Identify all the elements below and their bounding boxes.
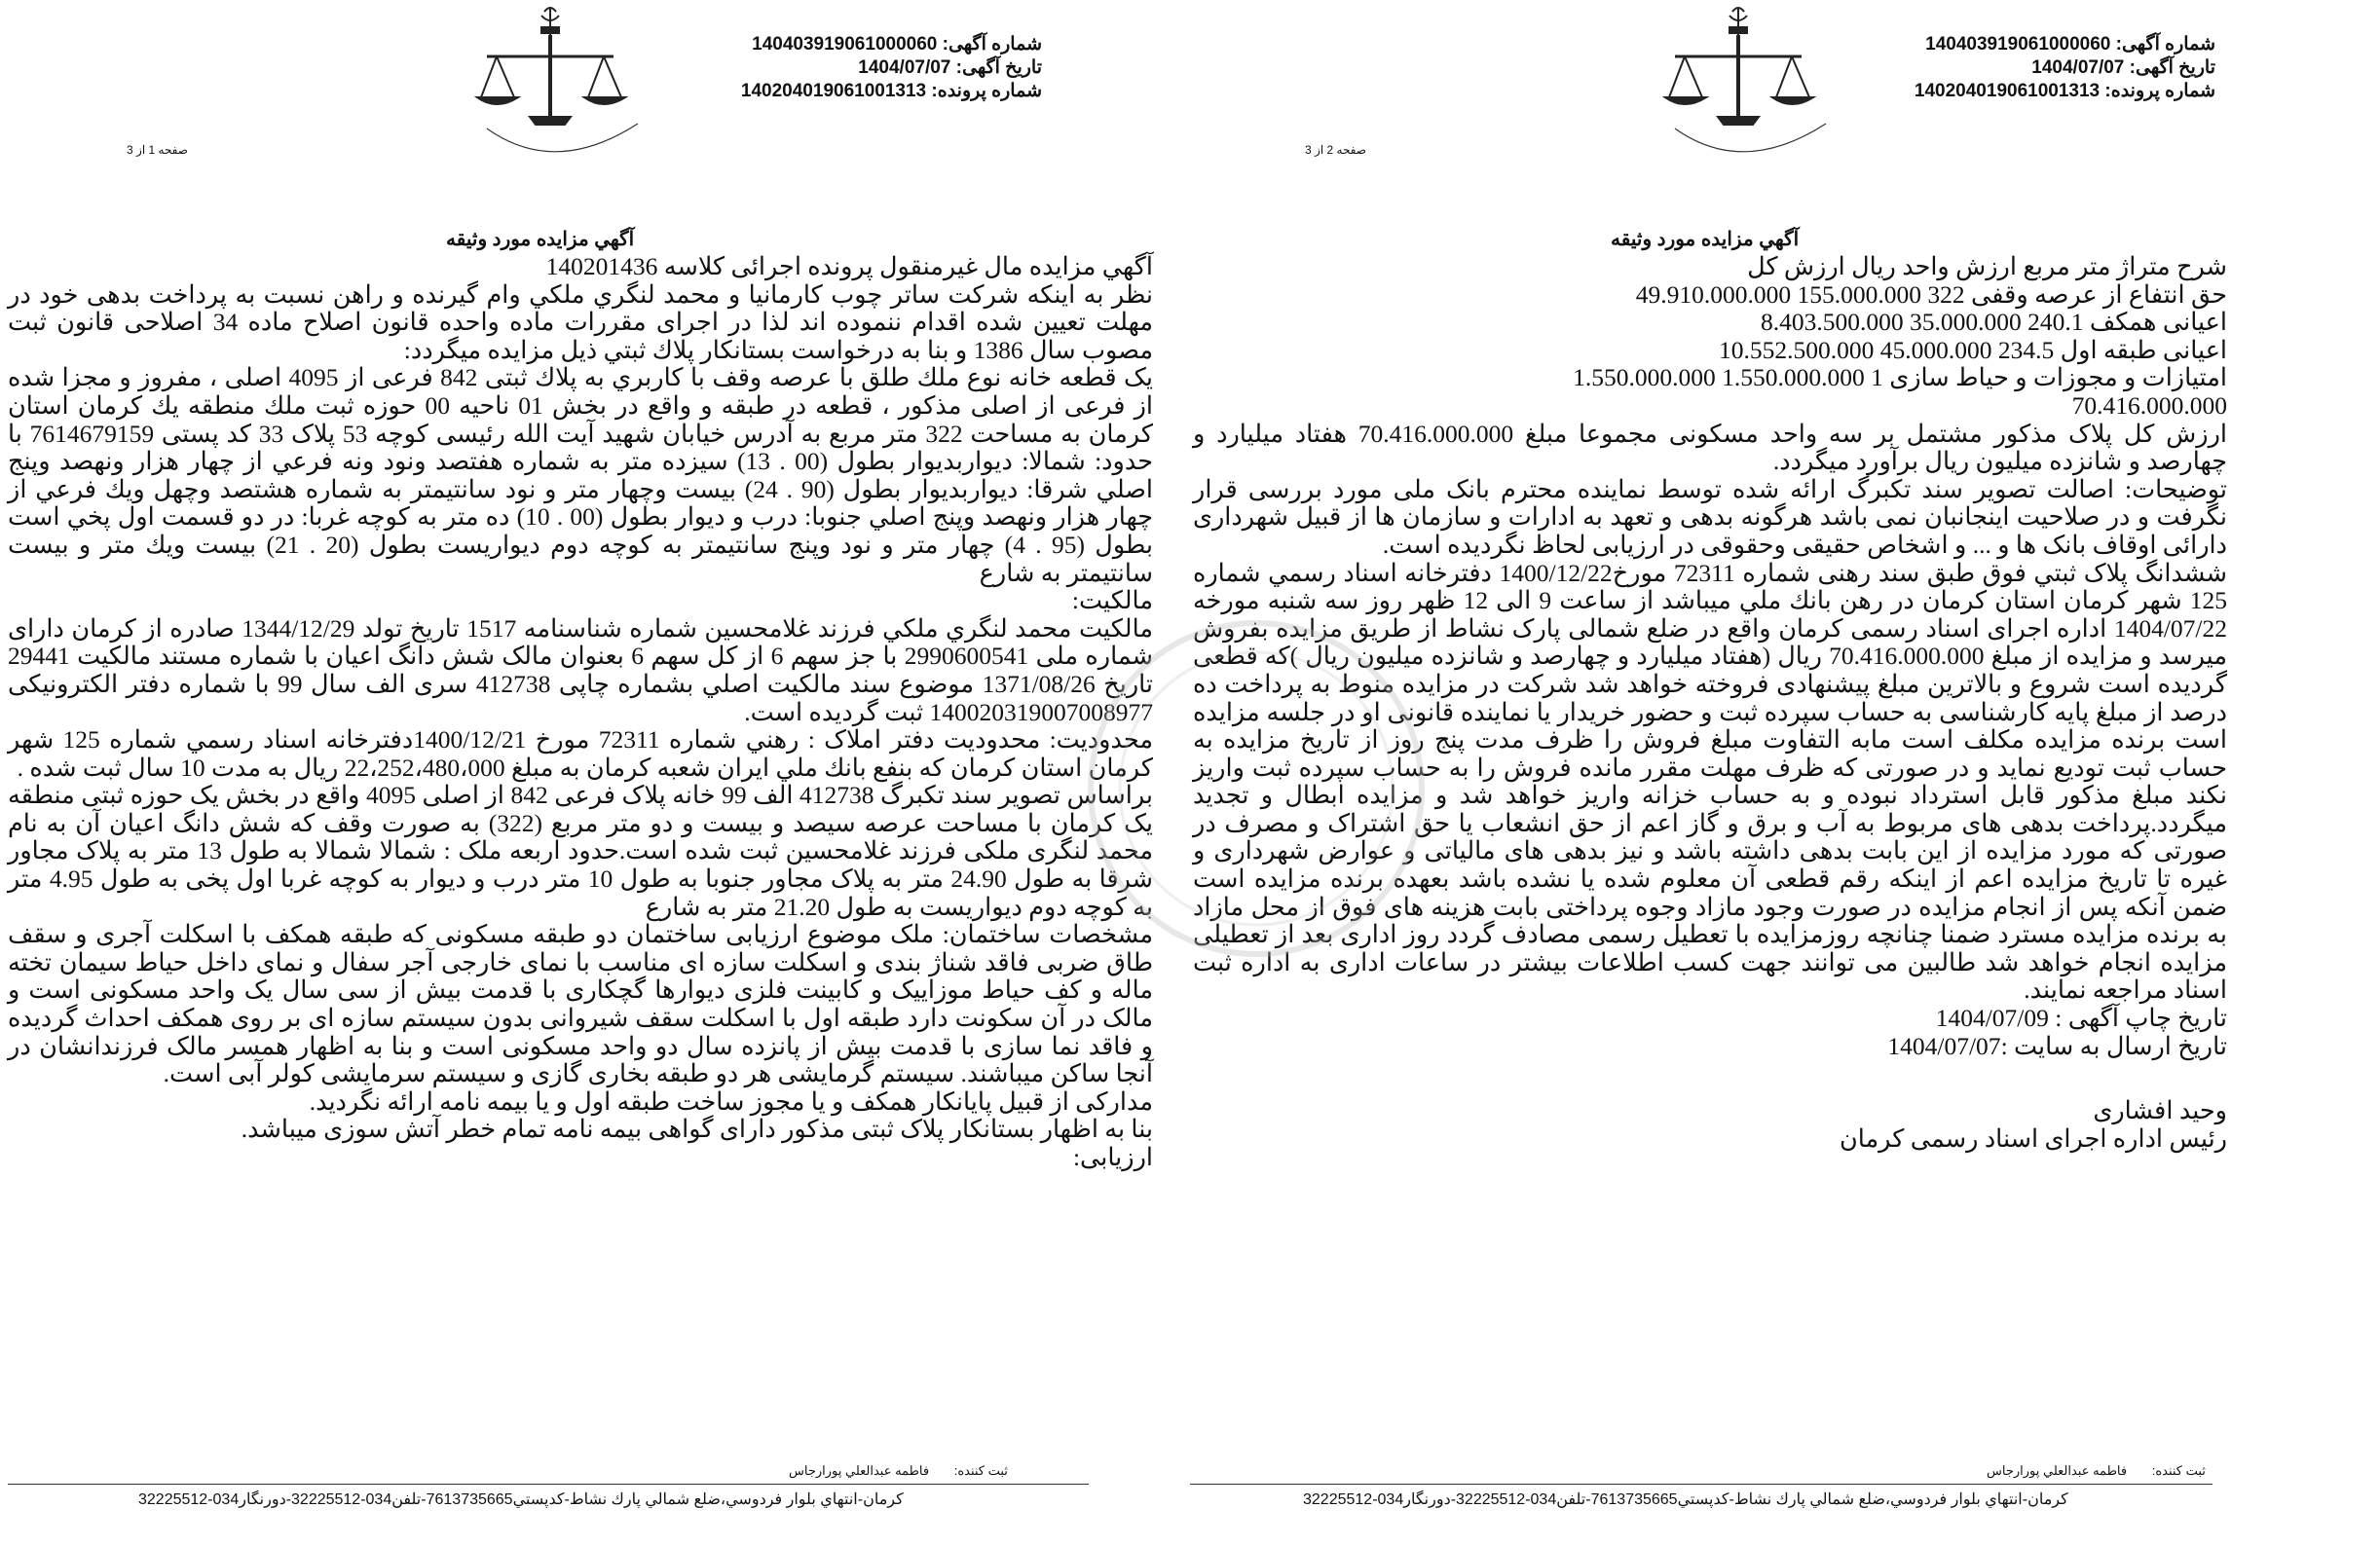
page-title: آگهي مزايده مورد وثيقه — [446, 229, 635, 250]
print-date-label: تاريخ چاپ آگهی : — [2055, 1004, 2227, 1033]
valuation-row: حق انتفاع از عرصه وقفی 322 155.000.000 49.910.000.000 — [1635, 279, 2227, 309]
paragraph: مشخصات ساختمان: ملک موضوع ارزیابی ساختمان دو طبقه مسکونی که طبقه همکف با اسکلت آجری و سقف طاق ضربی فاقد شناژ بندی و اسکلت سازه ای مناسب با نمای خارجی آجر سفال و نمای داخل حیاط سیمان تخته ماله و کف حیاط موزاییک و کابینت فلزی دیوارها گچکاری با قدمت بیش از سی سال یک واحد مسکونی است و مالک در آن سکونت دارد طبقه اول با اسکلت سقف شیروانی بدون سیستم سازه ای بر روی همکف احداث گردیده و فاقد نما سازی با قدمت بیش از پانزده سال دو واحد مسکونی است و بنا به اظهار همسر مالک فرزندانشان در آنجا ساکن میباشند. سیستم گرمایشی هر دو طبقه بخاری گازی و سیستم سرمایشی کولر آبی است. — [8, 920, 1153, 1088]
registrar — [1987, 1463, 2206, 1479]
paragraph: نظر به اينكه شركت ساتر چوب كارمانيا و محمد لنگري ملكي وام گيرنده و راهن نسبت به پرداخت بدهی خود در مهلت تعيين شده اقدام ننموده اند لذا در اجرای مقررات ماده واحده قانون اصلاح ماده 34 اصلاحی قانون ثبت مصوب سال 1386 و بنا به درخواست بستانكار پلاك ثبتي ذيل مزايده ميگردد: — [8, 279, 1153, 364]
paragraph: مالكيت محمد لنگري ملكي فرزند غلامحسين شماره شناسنامه 1517 تاريخ تولد 1344/12/29 صادره از كرمان دارای شماره ملی 2990600541 با جز سهم 6 از كل سهم 6 بعنوان مالک شش دانگ اعيان با شماره مستند مالكيت 29441 تاريخ 1371/08/26 موضوع سند مالكيت اصلي بشماره چاپی 412738 سری الف سال 99 با شماره دفتر الكترونيكی 140020319007008977 ثبت گرديده است. — [8, 613, 1154, 726]
notice-number: 140403919061000060 — [1925, 34, 2111, 55]
file-number-label: شماره پرونده: — [2104, 81, 2215, 101]
send-date-label: تاريخ ارسال به سايت : — [2000, 1031, 2227, 1060]
paragraph: ارزیابی: — [1072, 1143, 1153, 1171]
paragraph: ششدانگ پلاک ثبتي فوق طبق سند رهنی شماره 72311 مورخ1400/12/22 دفترخانه اسناد رسمي شماره 125 شهر كرمان استان كرمان در رهن بانك ملي ميباشد از ساعت 9 الی 12 ظهر روز سه شنبه مورخه 1404/07/22 اداره اجرای اسناد رسمی كرمان واقع در ضلع شمالی پارک نشاط از طريق مزايده بفروش ميرسد و مزايده از مبلغ 70.416.000.000 ريال (هفتاد ميليارد و چهارصد و شانزده ميليون ريال )که قطعی گرديده است شروع و بالاترين مبلغ پيشنهادی فروخته خواهد شد شرکت در مزايده منوط به پرداخت ده درصد از مبلغ پايه کارشناسی به حساب سپرده ثبت و حضور خريدار يا نماينده قانونی او در جلسه مزايده است برنده مزايده مکلف است مابه التفاوت مبلغ فروش را ظرف مدت پنج روز از تاريخ مزايده به حساب ثبت توديع نمايد و در صورتی كه ظرف مهلت مقرر مانده فروش را به حساب سپرده ثبت واريز نکند مبلغ مذكور قابل استرداد نبوده و به حساب خزانه واريز خواهد شد و مزايده ابطال و تجديد ميگردد.پرداخت بدهی های مربوط به آب و برق و گاز اعم از حق انشعاب يا حق اشتراک و مصرف در صورتی که مورد مزايده از اين بابت بدهی داشته باشد و نيز بدهی های مالياتی و عوارض شهرداری و غيره تا تاريخ مزايده اعم از اينکه رقم قطعی آن معلوم شده يا نشده باشد بعهده برنده مزايده است ضمن آنکه پس از انجام مزايده در صورت وجود مازاد وجوه پرداختی بابت هزينه های فوق از محل مازاد به برنده مزايده مسترد ضمنا چنانچه روزمزايده با تعطيل رسمی مصادف گردد روز اداری بعد از تعطيلی مزايده انجام خواهد شد طالبين می توانند جهت كسب اطلاعات بيشتر در ساعات اداری به اداره ثبت اسناد مراجعه نمايند. — [1193, 558, 2228, 1005]
paragraph: آگهي مزايده مال غيرمنقول پرونده اجرائی كلاسه 140201436 — [545, 252, 1153, 280]
signer-name: وحيد افشاری — [2093, 1096, 2227, 1125]
registrar-name: فاطمه عبدالعلي پورارجاس — [789, 1463, 930, 1478]
paragraph: ارزش كل پلاک مذكور مشتمل بر سه واحد مسكونی مجموعا مبلغ 70.416.000.000 هفتاد ميليارد و چهارصد و شانزده ميليون ريال برآورد ميگردد. — [1193, 419, 2227, 476]
notice-number: 140403919061000060 — [752, 34, 938, 55]
notice-date-label: تاریخ آگهی: — [955, 57, 1042, 78]
page-number: صفحه 1 از 3 — [127, 143, 188, 157]
registrar-label: ثبت كننده: — [2151, 1463, 2206, 1478]
notice-meta — [1865, 33, 2215, 103]
paragraph: توضیحات: اصالت تصویر سند تکبرگ ارائه شده توسط نماینده محترم بانک ملی مورد بررسی قرار نگرفت و در صلاحیت اینجانبان نمی باشد هرگونه بدهی و تعهد به ادارات و سازمان ها از قبیل شهرداری دارائی اوقاف بانک ها و ... و اشخاص حقیقی وحقوقی در ارزیابی لحاظ نگردیده است. — [1193, 474, 2227, 559]
page-number: صفحه 2 از 3 — [1305, 143, 1366, 157]
print-date-line — [1193, 1005, 2227, 1033]
notice-date: 1404/07/07 — [2031, 57, 2125, 78]
footer-address: كرمان-انتهاي بلوار فردوسي،ضلع شمالي پارك نشاط-كدپستي7613735665-تلفن034-32225512-دورنگار034-32225512 — [1303, 1491, 2068, 1508]
notice-date: 1404/07/07 — [858, 57, 951, 78]
send-date-line — [1193, 1033, 2227, 1061]
paragraph: براساس تصویر سند تکبرگ 412738 الف 99 خانه پلاک فرعی 842 از اصلی 4095 واقع در بخش یک حوزه ثبتی منطقه یک کرمان با مساحت عرصه سیصد و بیست و دو متر مربع (322) به صورت وقف که شش دانگ اعیان آن به نام محمد لنگری ملکی فرزند غلامحسین ثبت شده است.حدود اربعه ملک : شمالا شمالا به طول 13 متر به پلاک مجاور شرقا به طول 24.90 متر به پلاک مجاور جنوبا به طول 10 متر درب و دیوار به کوچه غربا اول پخی به طول 4.95 متر به کوچه دوم دیواریست به طول 21.20 متر به شارع — [8, 781, 1153, 921]
file-number: 140204019061001313 — [1914, 81, 2101, 101]
file-number-label: شماره پرونده: — [931, 81, 1042, 101]
page-title: آگهي مزايده مورد وثيقه — [1611, 229, 1800, 250]
notice-number-label: شماره آگهی: — [2115, 34, 2215, 55]
notice-body — [1193, 253, 2227, 1153]
footer-divider — [1190, 1484, 2213, 1485]
print-date: 1404/07/09 — [1935, 1004, 2049, 1033]
judiciary-emblem — [1646, 2, 1850, 177]
valuation-total: 70.416.000.000 — [2071, 390, 2227, 420]
registrar-label: ثبت كننده: — [953, 1463, 1008, 1478]
valuation-row: اعيانی همكف 240.1 35.000.000 8.403.500.000 — [1760, 308, 2227, 337]
signature-block — [1193, 1097, 2227, 1153]
notice-number-label: شماره آگهی: — [942, 34, 1042, 55]
valuation-row: امتيازات و مجوزات و حياط سازی 1 1.550.000.000 1.550.000.000 — [1573, 363, 2227, 392]
send-date: 1404/07/07 — [1887, 1031, 2001, 1060]
valuation-table-header: شرح متراژ متر مربع ارزش واحد ريال ارزش كل — [1747, 252, 2227, 280]
paragraph: محدوديت: محدوديت دفتر املاک : رهني شماره 72311 مورخ 1400/12/21دفترخانه اسناد رسمي شماره 125 شهر كرمان استان كرمان كه بنفع بانك ملي ايران شعبه كرمان به مبلغ 22،252،480،000 ريال به مدت 10 سال ثبت شده . — [8, 725, 1153, 782]
notice-date-label: تاریخ آگهی: — [2129, 57, 2215, 78]
registrar-name: فاطمه عبدالعلي پورارجاس — [1987, 1463, 2128, 1478]
paragraph: يک قطعه خانه نوع ملك طلق با عرصه وقف با كاربري به پلاك ثبتی 842 فرعی از 4095 اصلی ، مفروز و مجزا شده از فرعی از اصلی مذكور ، قطعه در طبقه و واقع در بخش 01 ناحيه 00 حوزه ثبت ملك منطقه يك كرمان استان كرمان به مساحت 322 متر مربع به آدرس خیابان شهيد آيت الله رئيسی کوچه 53 پلاک 33 كد پستی 7614679159 با حدود: شمالا: ديواربديوار بطول (00 . 13) سيزده متر به شماره هفتصد ونود ونه فرعي از چهار هزار ونهصد وپنج اصلي شرقا: ديواربديوار بطول (90 . 24) بيست وچهار متر و نود سانتيمتر به شماره هشتصد وچهل ويك فرعي از چهار هزار ونهصد وپنج اصلي جنوبا: درب و ديوار بطول (00 . 10) ده متر به كوچه غربا: در دو قسمت اول پخي است بطول (95 . 4) چهار متر و نود وپنج سانتيمتر به كوچه دوم ديواريست بطول (20 . 21) بيست ويك متر و بيست سانتيمتر به شارع — [8, 363, 1154, 587]
file-number: 140204019061001313 — [740, 81, 927, 101]
paragraph: مالكيت: — [1071, 586, 1153, 615]
signer-title: رئيس اداره اجرای اسناد رسمی كرمان — [1840, 1123, 2227, 1153]
paragraph: مدارکی از قبیل پایانکار همکف و یا مجوز ساخت طبقه اول و یا بیمه نامه ارائه نگردید. — [309, 1086, 1153, 1116]
valuation-row: اعيانی طبقه اول 234.5 45.000.000 10.552.500.000 — [1719, 335, 2227, 364]
paragraph: بنا به اظهار بستانکار پلاک ثبتی مذکور دارای گواهی بیمه نامه تمام خطر آتش سوزی میباشد. — [241, 1115, 1153, 1144]
footer-address: كرمان-انتهاي بلوار فردوسي،ضلع شمالي پارك نشاط-كدپستي7613735665-تلفن034-32225512-دورنگار034-32225512 — [138, 1491, 904, 1508]
